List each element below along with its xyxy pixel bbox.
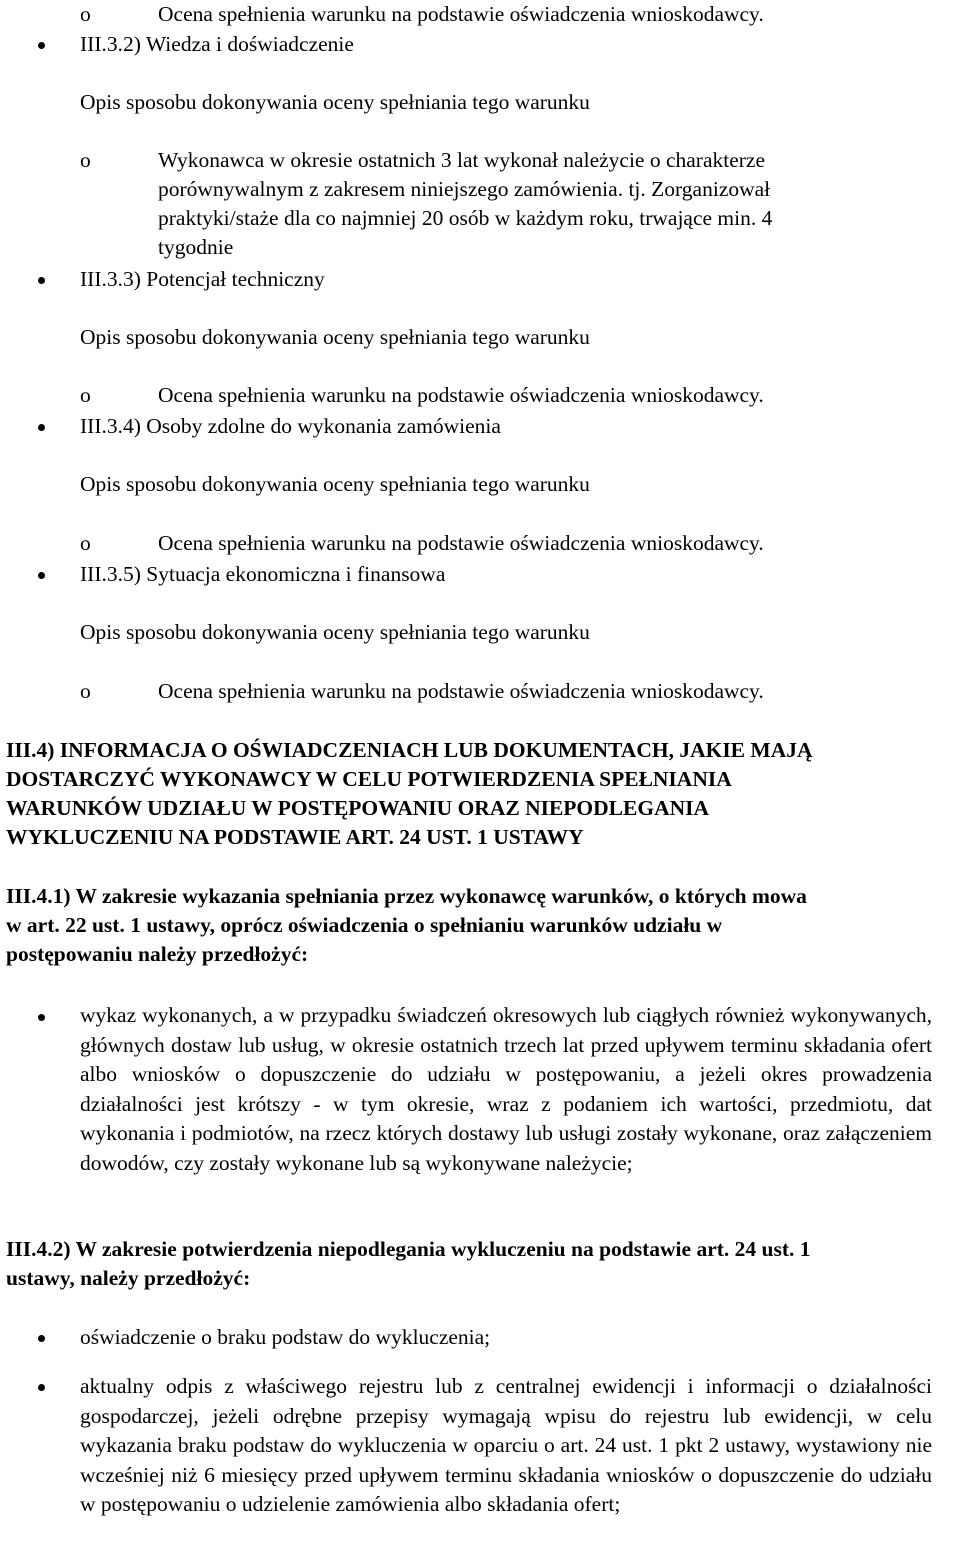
description-label: Opis sposobu dokonywania oceny spełniania tego warunku [80, 325, 590, 349]
section-heading: III.3.3) Potencjał techniczny [80, 267, 325, 291]
bullet-icon [38, 1014, 45, 1021]
condition-item-line: Wykonawca w okresie ostatnich 3 lat wykonał należycie o charakterze [158, 148, 766, 172]
description-label: Opis sposobu dokonywania oceny spełniania tego warunku [80, 90, 590, 114]
bullet-icon [38, 424, 45, 431]
section-heading: III.3.5) Sytuacja ekonomiczna i finansowa [80, 562, 446, 586]
description-label: Opis sposobu dokonywania oceny spełniania tego warunku [80, 472, 590, 496]
section-heading-line: DOSTARCZYĆ WYKONAWCY W CELU POTWIERDZENIA SPEŁNIANIA [6, 767, 732, 791]
requirement-paragraph: wykaz wykonanych, a w przypadku świadczeń okresowych lub ciągłych również wykonywanych, głównych dostaw lub usług, w okresie ostatnich trzech lat przed upływem terminu składania ofert albo wniosków o dopuszczenie do udziału w postępowaniu, a jeżeli okres prowadzenia działalności jest krótszy - w tym okresie, wraz z podaniem ich wartości, przedmiotu, dat wykonania i podmiotów, na rzecz których dostawy lub usługi zostały wykonane, oraz załączeniem dowodów, czy zostały wykonane lub są wykonywane należycie; [80, 1003, 932, 1175]
sub-bullet-marker: o [80, 531, 91, 555]
bullet-icon [38, 1335, 45, 1342]
subsection-heading-line: III.4.1) W zakresie wykazania spełniania przez wykonawcę warunków, o których mowa [6, 884, 807, 908]
bullet-icon [38, 277, 45, 284]
bullet-icon [38, 42, 45, 49]
sub-bullet-marker: o [80, 148, 91, 172]
condition-item: Ocena spełnienia warunku na podstawie oświadczenia wnioskodawcy. [158, 531, 764, 555]
sub-bullet-marker: o [80, 2, 91, 26]
section-heading-line: III.4) INFORMACJA O OŚWIADCZENIACH LUB DOKUMENTACH, JAKIE MAJĄ [6, 738, 813, 762]
section-heading: III.3.4) Osoby zdolne do wykonania zamówienia [80, 414, 501, 438]
subsection-heading-line: postępowaniu należy przedłożyć: [6, 942, 309, 966]
sub-bullet-marker: o [80, 679, 91, 703]
subsection-heading-line: w art. 22 ust. 1 ustawy, oprócz oświadczenia o spełnianiu warunków udziału w [6, 913, 723, 937]
condition-item: Ocena spełnienia warunku na podstawie oświadczenia wnioskodawcy. [158, 679, 764, 703]
section-heading-line: WARUNKÓW UDZIAŁU W POSTĘPOWANIU ORAZ NIEPODLEGANIA [6, 796, 710, 820]
condition-item-line: tygodnie [158, 235, 234, 259]
condition-item: Ocena spełnienia warunku na podstawie oświadczenia wnioskodawcy. [158, 383, 764, 407]
subsection-heading-line: III.4.2) W zakresie potwierdzenia niepodlegania wykluczeniu na podstawie art. 24 ust. 1 [6, 1237, 811, 1261]
section-heading-line: WYKLUCZENIU NA PODSTAWIE ART. 24 UST. 1 USTAWY [6, 825, 584, 849]
sub-bullet-marker: o [80, 383, 91, 407]
requirement-item: oświadczenie o braku podstaw do wykluczenia; [80, 1325, 491, 1349]
requirement-paragraph: aktualny odpis z właściwego rejestru lub z centralnej ewidencji i informacji o działalności gospodarczej, jeżeli odrębne przepisy wymagają wpisu do rejestru lub ewidencji, w celu wykazania braku podstaw do wykluczenia w oparciu o art. 24 ust. 1 pkt 2 ustawy, wystawiony nie wcześniej niż 6 miesięcy przed upływem terminu składania wniosków o dopuszczenie do udziału w postępowaniu o udzielenie zamówienia albo składania ofert; [80, 1374, 932, 1516]
condition-item: Ocena spełnienia warunku na podstawie oświadczenia wnioskodawcy. [158, 2, 764, 26]
condition-item-line: porównywalnym z zakresem niniejszego zamówienia. tj. Zorganizował [158, 177, 771, 201]
bullet-icon [38, 1384, 45, 1391]
section-heading: III.3.2) Wiedza i doświadczenie [80, 32, 354, 56]
subsection-heading-line: ustawy, należy przedłożyć: [6, 1266, 251, 1290]
bullet-icon [38, 572, 45, 579]
description-label: Opis sposobu dokonywania oceny spełniania tego warunku [80, 620, 590, 644]
condition-item-line: praktyki/staże dla co najmniej 20 osób w każdym roku, trwające min. 4 [158, 206, 773, 230]
